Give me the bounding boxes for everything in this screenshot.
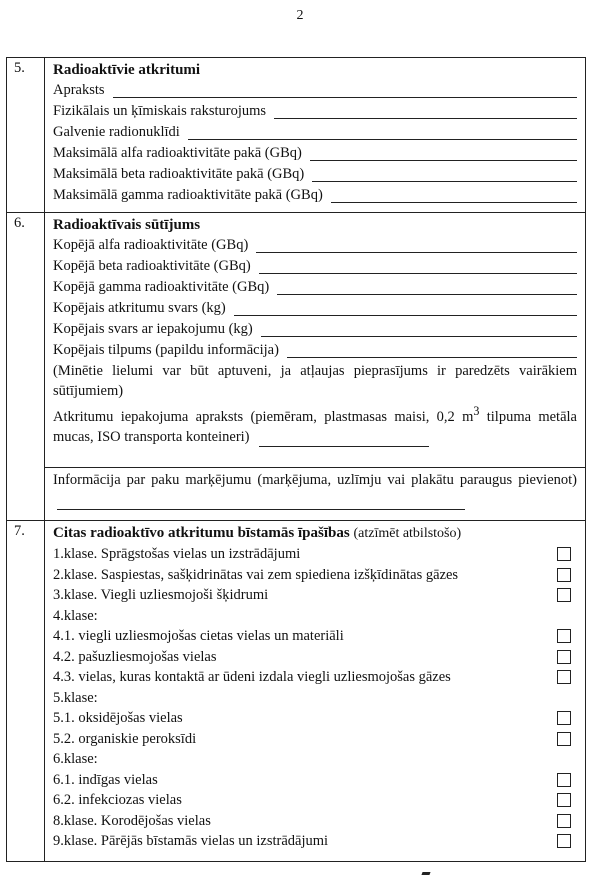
hazard-class-item[interactable] [53, 626, 577, 647]
section-6-field-label: Kopējais svars ar iepakojumu (kg) [53, 321, 253, 337]
section-5-field-row[interactable] [53, 185, 577, 206]
section-6-field-label: Kopējais tilpums (papildu informācija) [53, 342, 279, 358]
section-6-field-row[interactable] [53, 340, 577, 361]
packaging-label-a: Atkritumu iepakojuma apraksts (piemēram, plastmasas maisi, 0,2 m [53, 408, 474, 425]
marking-label: Informācija par paku marķējumu (marķējuma, uzlīmju vai plakātu paraugus pievienot) [53, 471, 577, 488]
hazard-class-label: 9.klase. Pārējās bīstamās vielas un izstrādājumi [53, 833, 329, 849]
section-5-field-blank[interactable] [113, 96, 577, 98]
section-6-field-row[interactable] [53, 256, 577, 277]
hazard-checkbox[interactable] [557, 711, 571, 725]
hazard-class-label: 5.klase: [53, 689, 98, 706]
hazard-class-item[interactable] [53, 565, 577, 586]
hazard-class-item [53, 749, 577, 770]
section-6 [7, 213, 586, 521]
hazard-class-label: 6.klase: [53, 751, 98, 767]
section-5-field-blank[interactable] [310, 159, 577, 161]
section-6-field-row[interactable] [53, 319, 577, 340]
section-7 [7, 521, 586, 862]
section-7-title-text: Citas radioaktīvo atkritumu bīstamās īpašības [53, 525, 350, 541]
section-5-field-label: Maksimālā gamma radioaktivitāte pakā (GBq) [53, 187, 323, 203]
ink-mark [421, 872, 430, 875]
hazard-checkbox[interactable] [557, 814, 571, 828]
section-6-field-row[interactable] [53, 298, 577, 319]
section-5-field-row[interactable] [53, 101, 577, 122]
section-6-field-blank[interactable] [287, 356, 577, 358]
section-6-title: Radioaktīvais sūtījums [53, 217, 201, 233]
hazard-class-item[interactable] [53, 831, 577, 852]
hazard-class-label: 6.1. indīgas vielas [53, 771, 158, 788]
hazard-class-label: 2.klase. Saspiestas, sašķidrinātas vai zem spiediena izšķīdinātas gāzes [53, 566, 459, 583]
section-6-field-blank[interactable] [259, 272, 577, 274]
hazard-checkbox[interactable] [557, 568, 571, 582]
section-5-field-row[interactable] [53, 122, 577, 143]
section-6-field-label: Kopējā beta radioaktivitāte (GBq) [53, 258, 251, 274]
section-6-field-blank[interactable] [234, 314, 577, 316]
section-5-field-row[interactable] [53, 80, 577, 101]
hazard-class-label: 6.2. infekciozas vielas [53, 792, 182, 808]
section-7-title [53, 523, 577, 544]
hazard-class-item[interactable] [53, 811, 577, 832]
section-5-field-label: Galvenie radionuklīdi [53, 124, 180, 140]
section-6-field-blank[interactable] [277, 293, 577, 295]
hazard-checkbox[interactable] [557, 793, 571, 807]
section-5-field-label: Maksimālā beta radioaktivitāte pakā (GBq) [53, 166, 305, 182]
hazard-checkbox[interactable] [557, 629, 571, 643]
page-number: 2 [296, 8, 304, 23]
hazard-class-item[interactable] [53, 544, 577, 565]
section-5-field-blank[interactable] [331, 201, 577, 203]
section-5-content [45, 58, 586, 213]
hazard-class-item[interactable] [53, 667, 577, 688]
hazard-checkbox[interactable] [557, 670, 571, 684]
hazard-class-label: 8.klase. Korodējošas vielas [53, 812, 211, 829]
section-5-field-row[interactable] [53, 164, 577, 185]
section-7-number: 7. [7, 521, 45, 862]
hazard-class-item[interactable] [53, 790, 577, 811]
section-5 [7, 58, 586, 213]
section-6-number: 6. [7, 213, 45, 521]
section-6-note: (Minētie lielumi var būt aptuveni, ja atļaujas pieprasījums ir paredzēts vairākiem sūtījumiem) [53, 363, 577, 399]
hazard-class-item[interactable] [53, 585, 577, 606]
hazard-class-label: 5.2. organiskie peroksīdi [53, 730, 197, 747]
section-5-field-blank[interactable] [188, 138, 577, 140]
section-5-field-label: Maksimālā alfa radioaktivitāte pakā (GBq) [53, 145, 302, 161]
form-table [6, 57, 586, 862]
hazard-class-item[interactable] [53, 708, 577, 729]
section-5-title: Radioaktīvie atkritumi [53, 62, 201, 78]
hazard-class-item[interactable] [53, 647, 577, 668]
hazard-class-item [53, 688, 577, 709]
section-6-content [45, 213, 586, 521]
hazard-class-item[interactable] [53, 729, 577, 750]
section-5-field-label: Fizikālais un ķīmiskais raksturojums [53, 103, 267, 119]
marking-info[interactable] [53, 468, 577, 510]
hazard-class-item[interactable] [53, 770, 577, 791]
hazard-checkbox[interactable] [557, 547, 571, 561]
hazard-class-label: 5.1. oksidējošas vielas [53, 710, 183, 726]
packaging-field[interactable] [259, 446, 429, 447]
marking-field[interactable] [57, 509, 465, 510]
packaging-description[interactable] [53, 401, 577, 447]
hazard-class-label: 1.klase. Sprāgstošas vielas un izstrādājumi [53, 546, 301, 562]
section-6-field-label: Kopējais atkritumu svars (kg) [53, 300, 226, 316]
hazard-class-item [53, 606, 577, 627]
section-7-title-note: (atzīmēt atbilstošo) [353, 526, 462, 541]
hazard-class-label: 4.1. viegli uzliesmojošas cietas vielas un materiāli [53, 628, 344, 644]
hazard-class-label: 4.3. vielas, kuras kontaktā ar ūdeni izdala viegli uzliesmojošas gāzes [53, 669, 451, 685]
section-6-field-label: Kopējā gamma radioaktivitāte (GBq) [53, 279, 270, 295]
hazard-checkbox[interactable] [557, 650, 571, 664]
section-7-content [45, 521, 586, 862]
hazard-checkbox[interactable] [557, 588, 571, 602]
section-6-field-blank[interactable] [256, 251, 577, 253]
section-6-field-label: Kopējā alfa radioaktivitāte (GBq) [53, 237, 249, 253]
section-5-field-row[interactable] [53, 143, 577, 164]
section-5-field-blank[interactable] [312, 180, 577, 182]
hazard-class-label: 4.klase: [53, 607, 98, 624]
hazard-class-label: 3.klase. Viegli uzliesmojoši šķidrumi [53, 587, 269, 603]
packaging-label-sup: 3 [473, 404, 480, 418]
hazard-checkbox[interactable] [557, 732, 571, 746]
section-5-field-label: Apraksts [53, 82, 105, 98]
hazard-class-label: 4.2. pašuzliesmojošas vielas [53, 648, 217, 665]
hazard-checkbox[interactable] [557, 834, 571, 848]
section-5-number: 5. [7, 58, 45, 213]
section-6-field-blank[interactable] [261, 335, 577, 337]
section-6-field-row[interactable] [53, 277, 577, 298]
packaging-label-b: tilpuma metāla mucas, ISO transporta konteineri) [53, 408, 577, 445]
section-5-field-blank[interactable] [274, 117, 577, 119]
section-6-field-row[interactable] [53, 235, 577, 256]
hazard-checkbox[interactable] [557, 773, 571, 787]
